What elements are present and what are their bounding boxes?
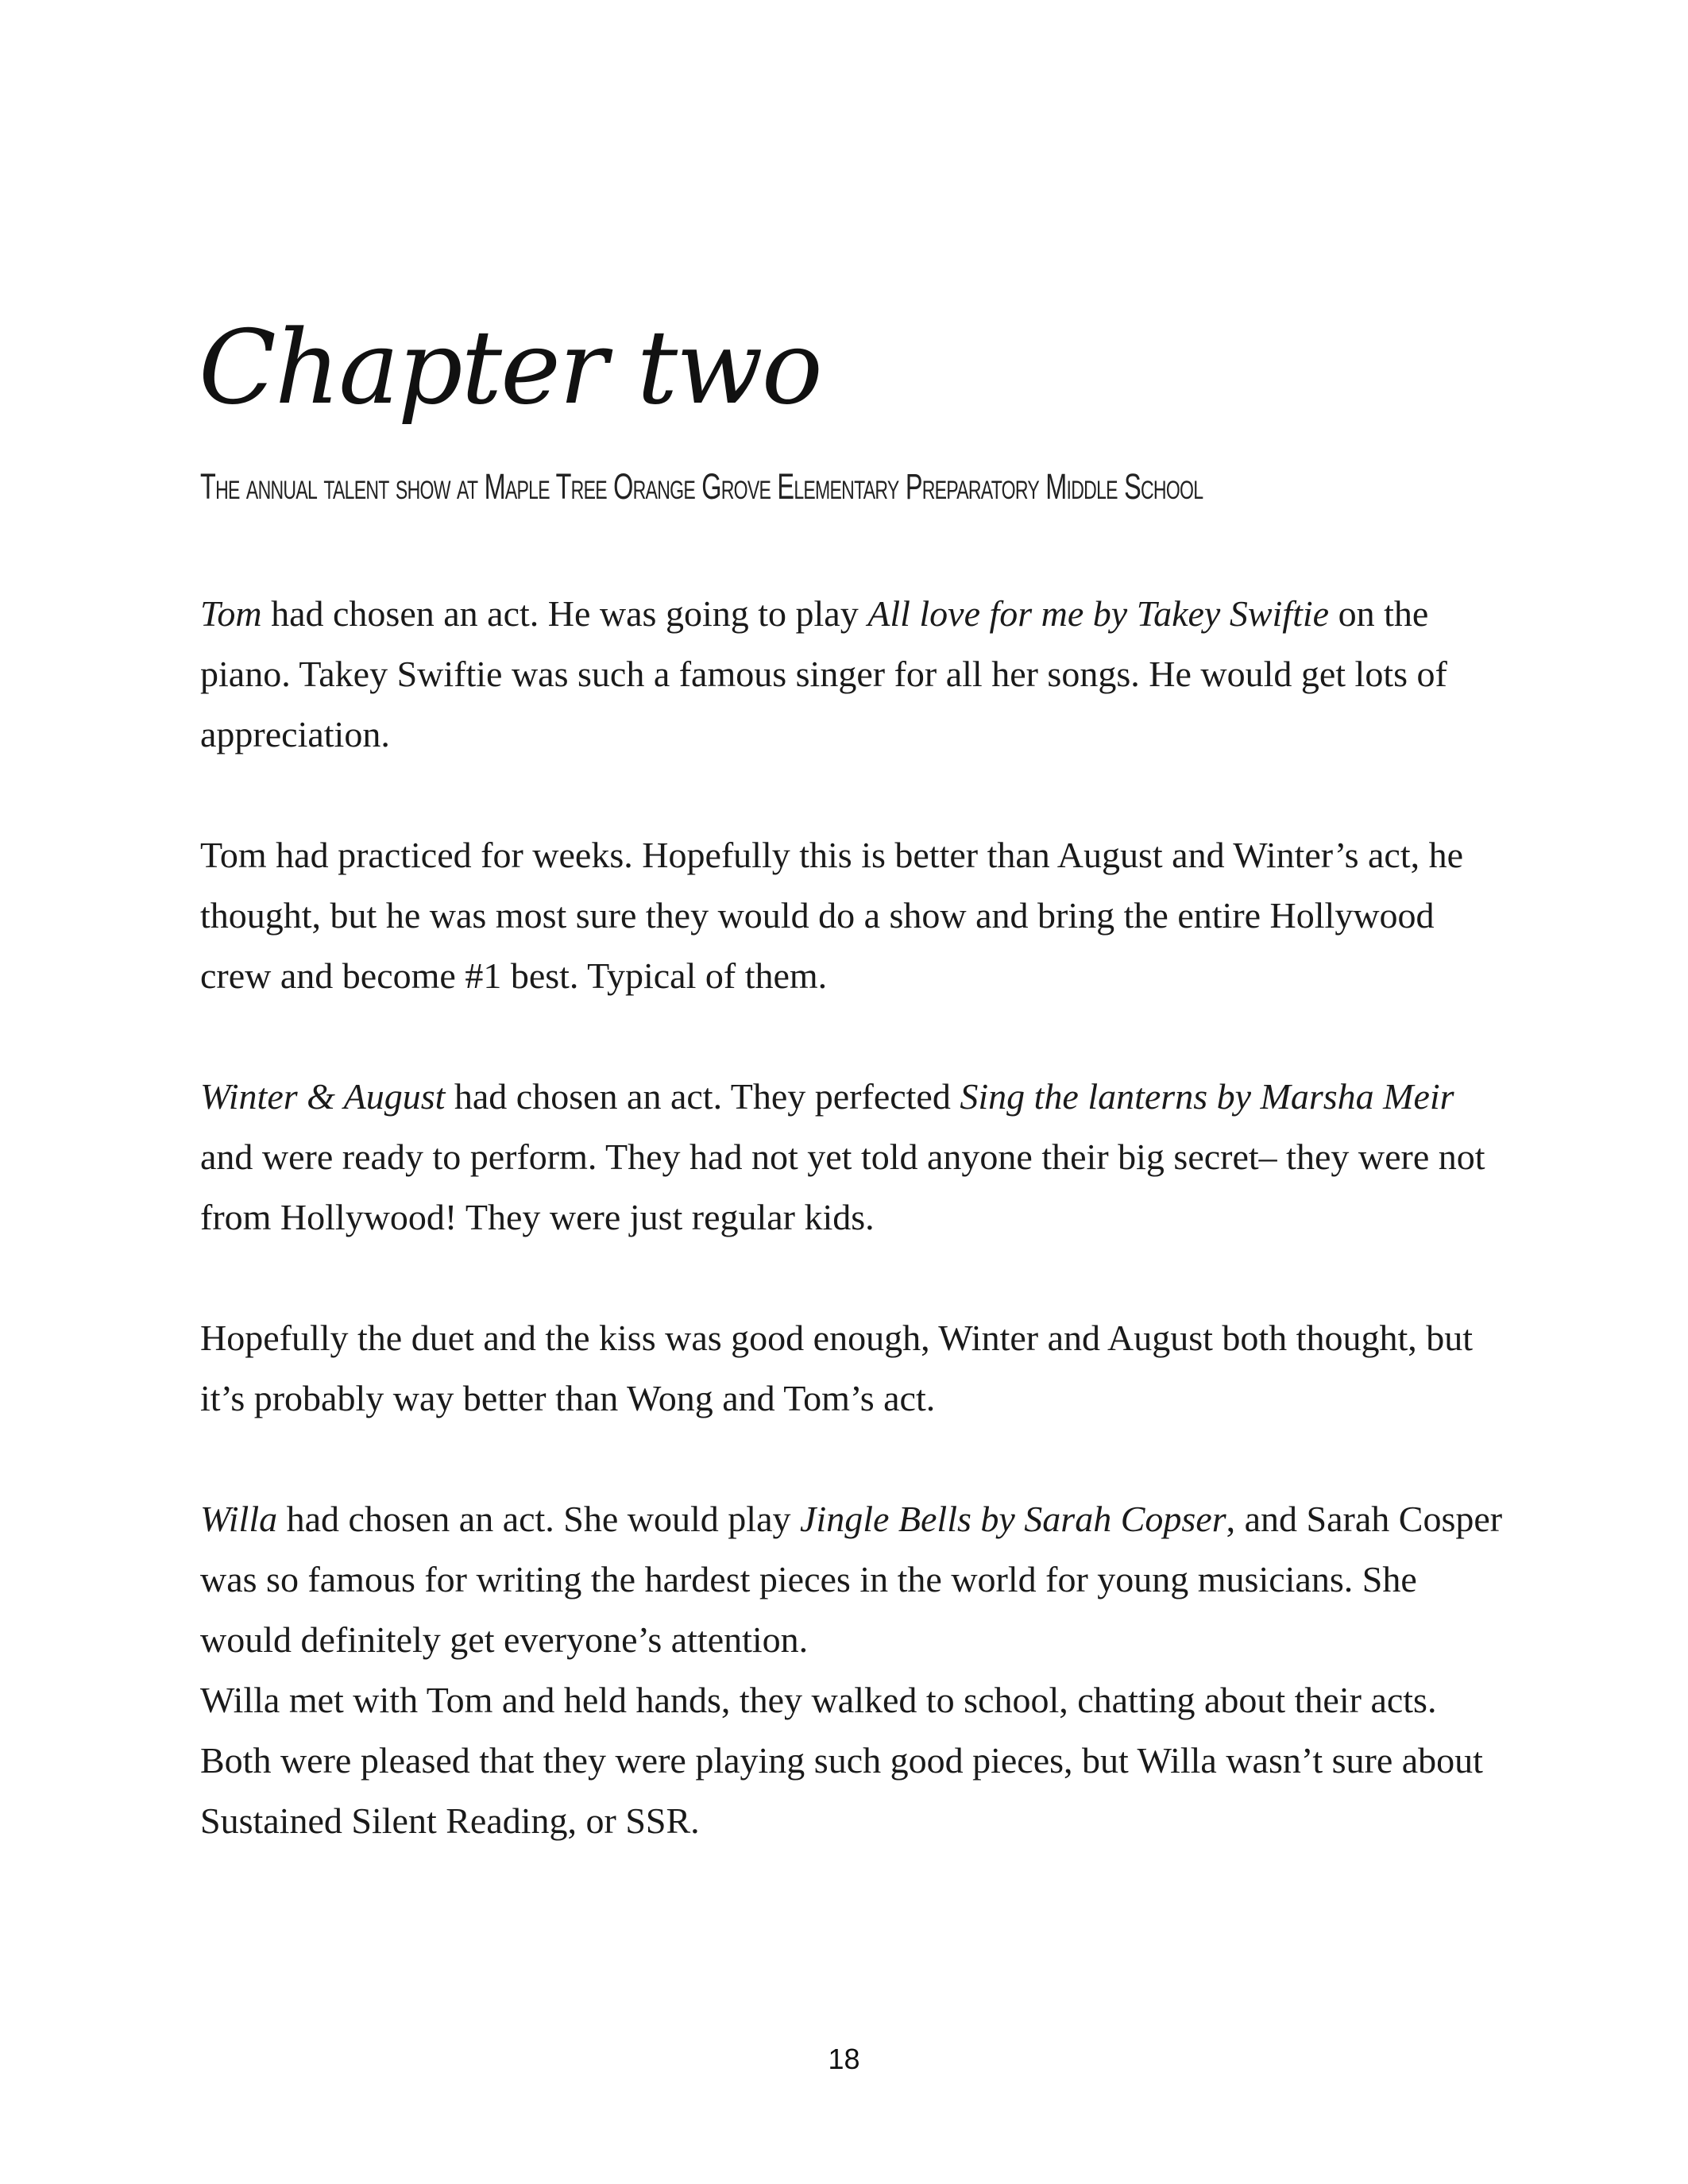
character-name: Tom — [200, 593, 262, 634]
paragraph-1 — [200, 584, 1511, 765]
paragraph-5 — [200, 1489, 1511, 1670]
paragraph-text: had chosen an act. They perfected — [445, 1076, 960, 1117]
chapter-body — [200, 584, 1511, 1851]
paragraph-2: Tom had practiced for weeks. Hopefully this is better than August and Winter’s act, he thought, but he was most sure they would do a show and bring the entire Hollywood crew and become #1 best. Typical of them. — [200, 835, 1464, 996]
page-number: 18 — [828, 2043, 860, 2075]
paragraph-text: on the piano. Takey Swiftie was such a famous singer for all her songs. He would get lots of appreciation. — [200, 593, 1447, 754]
paragraph-text: , and Sarah Cosper was so famous for writing the hardest pieces in the world for young musicians. She would definitely get everyone’s attention. — [200, 1499, 1503, 1660]
paragraph-text: had chosen an act. She would play — [277, 1499, 801, 1539]
chapter-subtitle: The annual talent show at Maple Tree Orange Grove Elementary Preparatory Middle School — [200, 466, 1203, 507]
paragraph-text: had chosen an act. He was going to play — [261, 593, 868, 634]
character-name: Willa — [200, 1499, 278, 1539]
paragraph-text: and were ready to perform. They had not yet told anyone their big secret– they were not from Hollywood! They were just regular kids. — [200, 1136, 1485, 1237]
chapter-title: Chapter two — [199, 309, 821, 427]
song-title: Jingle Bells by Sarah Copser — [800, 1499, 1226, 1539]
song-title: Sing the lanterns by Marsha Meir — [960, 1076, 1454, 1117]
song-title: All love for me by Takey Swiftie — [867, 593, 1330, 634]
paragraph-3 — [200, 1067, 1511, 1248]
paragraph-6: Willa met with Tom and held hands, they walked to school, chatting about their acts. Both were pleased that they were playing such good pieces, but Willa wasn’t sure about Sustained Silent Reading, or SSR. — [200, 1680, 1483, 1841]
paragraph-4: Hopefully the duet and the kiss was good enough, Winter and August both thought, but it’s probably way better than Wong and Tom’s act. — [200, 1318, 1474, 1418]
character-name: Winter & August — [200, 1076, 446, 1117]
